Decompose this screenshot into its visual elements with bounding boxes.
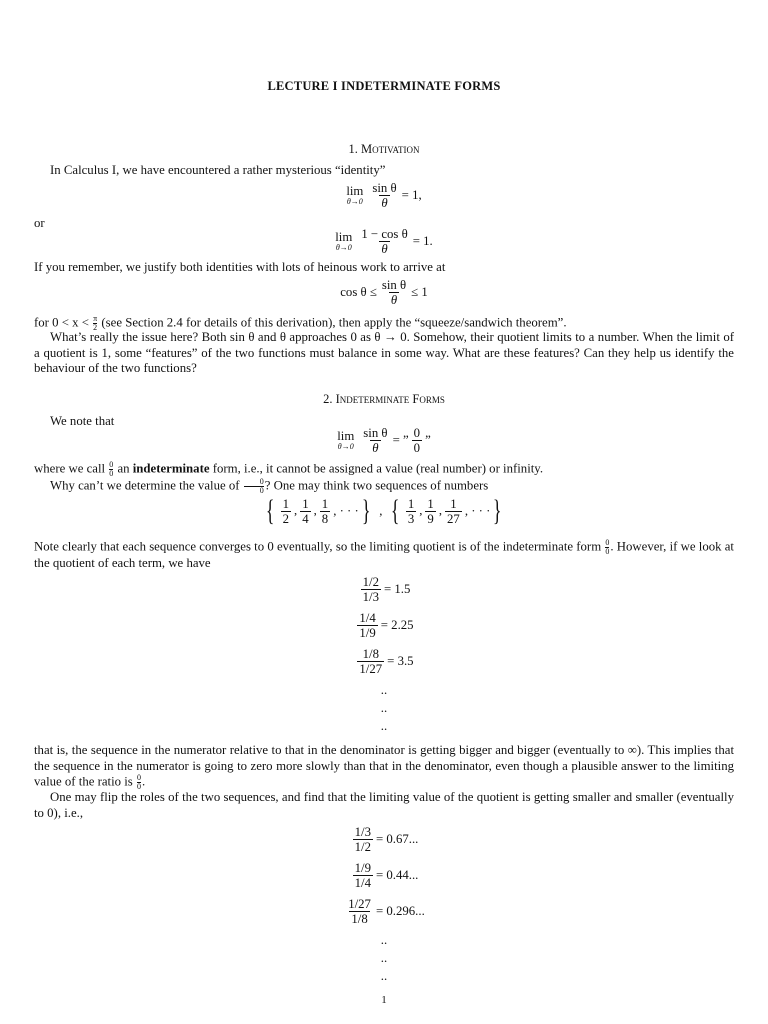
section-name: Motivation bbox=[361, 142, 420, 156]
fraction: $\frac{\text{sin θ}}{\theta}$ bbox=[381, 278, 407, 307]
paragraph-where-we-call: where we call $\frac{0}{0}$ an indeterminate form, i.e., it cannot be assigned a value (real number) or infinity. bbox=[34, 460, 544, 478]
ratio-row bbox=[34, 611, 734, 640]
sequence-term: $\frac{1}{3}$ bbox=[407, 496, 415, 526]
ratio-value: = 1.5 bbox=[383, 582, 411, 596]
equation-rhs: = 1. bbox=[412, 234, 433, 248]
term-indeterminate: indeterminate bbox=[132, 461, 210, 476]
fraction: $\frac{1/4}{1/9}$ bbox=[359, 611, 376, 640]
fraction: $\frac{\text{sin θ}}{\theta}$ bbox=[372, 181, 397, 210]
ratio-row bbox=[34, 647, 734, 676]
ratio-row bbox=[34, 897, 734, 926]
ratio-value: = 0.67... bbox=[375, 832, 419, 846]
sequence-a: $\frac{1}{2}$ , $\frac{1}{4}$ , $\frac{1}{8}$ bbox=[282, 496, 329, 526]
paragraph-flip: One may flip the roles of the two sequences, and find that the limiting value of the quotient is getting smaller and smaller (eventually to 0), i.e., bbox=[34, 790, 734, 820]
paragraph-note-clearly: Note clearly that each sequence converges to 0 eventually, so the limiting quotient is of the indeterminate form $\frac{0}{0}$ . However, if we look at the quotient of each term, we have bbox=[34, 538, 734, 570]
sequence-b: $\frac{1}{3}$ , $\frac{1}{9}$ , $\frac{1}{27}$ bbox=[407, 496, 460, 526]
section-heading-motivation bbox=[34, 142, 734, 157]
fraction: $\frac{\text{1 − cos θ}}{\theta}$ bbox=[361, 227, 408, 256]
sequence-term: $\frac{1}{9}$ bbox=[427, 496, 434, 526]
section-number: 1. bbox=[348, 142, 358, 156]
equation-zero-over-zero: lim θ→0 $\frac{\text{sin θ}}{\theta}$ = ” $\frac{0}{0}$ ” bbox=[337, 426, 431, 455]
fraction-zero-zero: $\frac{0}{0}$ bbox=[413, 426, 421, 455]
section-heading-indeterminate-forms bbox=[34, 392, 734, 407]
fraction: $\frac{1/8}{1/27}$ bbox=[359, 647, 383, 676]
section-number: 2. bbox=[323, 392, 333, 406]
page-title: LECTURE I INDETERMINATE FORMS bbox=[267, 79, 501, 93]
limit-operator: lim θ→0 bbox=[335, 230, 353, 252]
paragraph-issue: What’s really the issue here? Both sin θ and θ approaches 0 as θ → 0. Somehow, their quotient limits to a number. When the limit of a quotient is 1, some “features” of the two functions must balance in some way. What are these features? Can they help us identify the behaviour of the two functions? bbox=[34, 330, 734, 375]
vertical-dots: .. bbox=[380, 701, 388, 715]
ratio-row bbox=[34, 825, 734, 854]
fraction: $\frac{1/27}{1/8}$ bbox=[348, 897, 371, 926]
paragraph-that-is: that is, the sequence in the numerator relative to that in the denominator is getting bigger and bigger (eventually to ∞). This implies that the sequence in the numerator is going to zero more slowly than that in the denominator, even though a plausible answer to the limiting value of the ratio is $\frac{0}{0}$ . bbox=[34, 743, 734, 791]
ratio-value: = 2.25 bbox=[380, 618, 414, 632]
equation-cos-limit bbox=[34, 227, 734, 256]
fraction: $\frac{1/9}{1/4}$ bbox=[354, 861, 371, 890]
equation-sequences: { $\frac{1}{2}$ , $\frac{1}{4}$ , $\frac{1}{8}$ , · · · } , { $\frac{1}{3}$ , $\frac{1}{9}$ , $\frac{1}{27}$ , · · · } bbox=[266, 494, 502, 527]
sequence-term: $\frac{1}{27}$ bbox=[447, 496, 460, 526]
paragraph-remember: If you remember, we justify both identities with lots of heinous work to arrive at bbox=[34, 260, 446, 274]
paragraph-note: We note that bbox=[50, 414, 115, 428]
fraction: $\frac{\text{sin θ}}{\theta}$ bbox=[363, 426, 388, 455]
ratio-value: = 0.44... bbox=[375, 868, 419, 882]
vertical-dots: .. bbox=[380, 683, 388, 697]
vertical-dots: .. bbox=[380, 933, 388, 947]
pi-over-two: $\frac{\pi}{2}$ bbox=[93, 314, 98, 332]
equation-squeeze bbox=[34, 278, 734, 307]
sequence-term: $\frac{1}{4}$ bbox=[302, 496, 309, 526]
paragraph-or: or bbox=[34, 216, 45, 230]
ratio-value: = 3.5 bbox=[387, 654, 414, 668]
fraction: $\frac{1/2}{1/3}$ bbox=[362, 575, 379, 604]
equation-rhs: ≤ 1 bbox=[411, 285, 428, 299]
equation-rhs: = 1, bbox=[401, 188, 422, 202]
paragraph-for: for 0 < x < $\frac{\pi}{2}$ (see Section 2.4 for details of this derivation), then apply the “squeeze/sandwich theorem”. bbox=[34, 314, 567, 332]
page-number: 1 bbox=[381, 994, 387, 1006]
ratio-value: = 0.296... bbox=[375, 904, 425, 918]
vertical-dots: .. bbox=[380, 719, 388, 733]
ratio-row bbox=[34, 575, 734, 604]
equation-sin-limit bbox=[34, 181, 734, 210]
sequence-term: $\frac{1}{2}$ bbox=[282, 496, 289, 526]
paragraph-intro: In Calculus I, we have encountered a rather mysterious “identity” bbox=[50, 163, 386, 177]
paragraph-why: Why can’t we determine the value of $\frac{0}{0}$ ? One may think two sequences of numbers bbox=[50, 477, 489, 495]
vertical-dots: .. bbox=[380, 951, 388, 965]
vertical-dots: .. bbox=[380, 969, 388, 983]
limit-operator: lim θ→0 bbox=[337, 429, 355, 451]
fraction: $\frac{1/3}{1/2}$ bbox=[354, 825, 371, 854]
equation-lhs: cos θ ≤ bbox=[340, 285, 377, 299]
sequence-term: $\frac{1}{8}$ bbox=[321, 496, 329, 526]
section-name: Indeterminate Forms bbox=[335, 392, 445, 406]
limit-operator: lim θ→0 bbox=[346, 184, 364, 206]
ratio-row bbox=[34, 861, 734, 890]
